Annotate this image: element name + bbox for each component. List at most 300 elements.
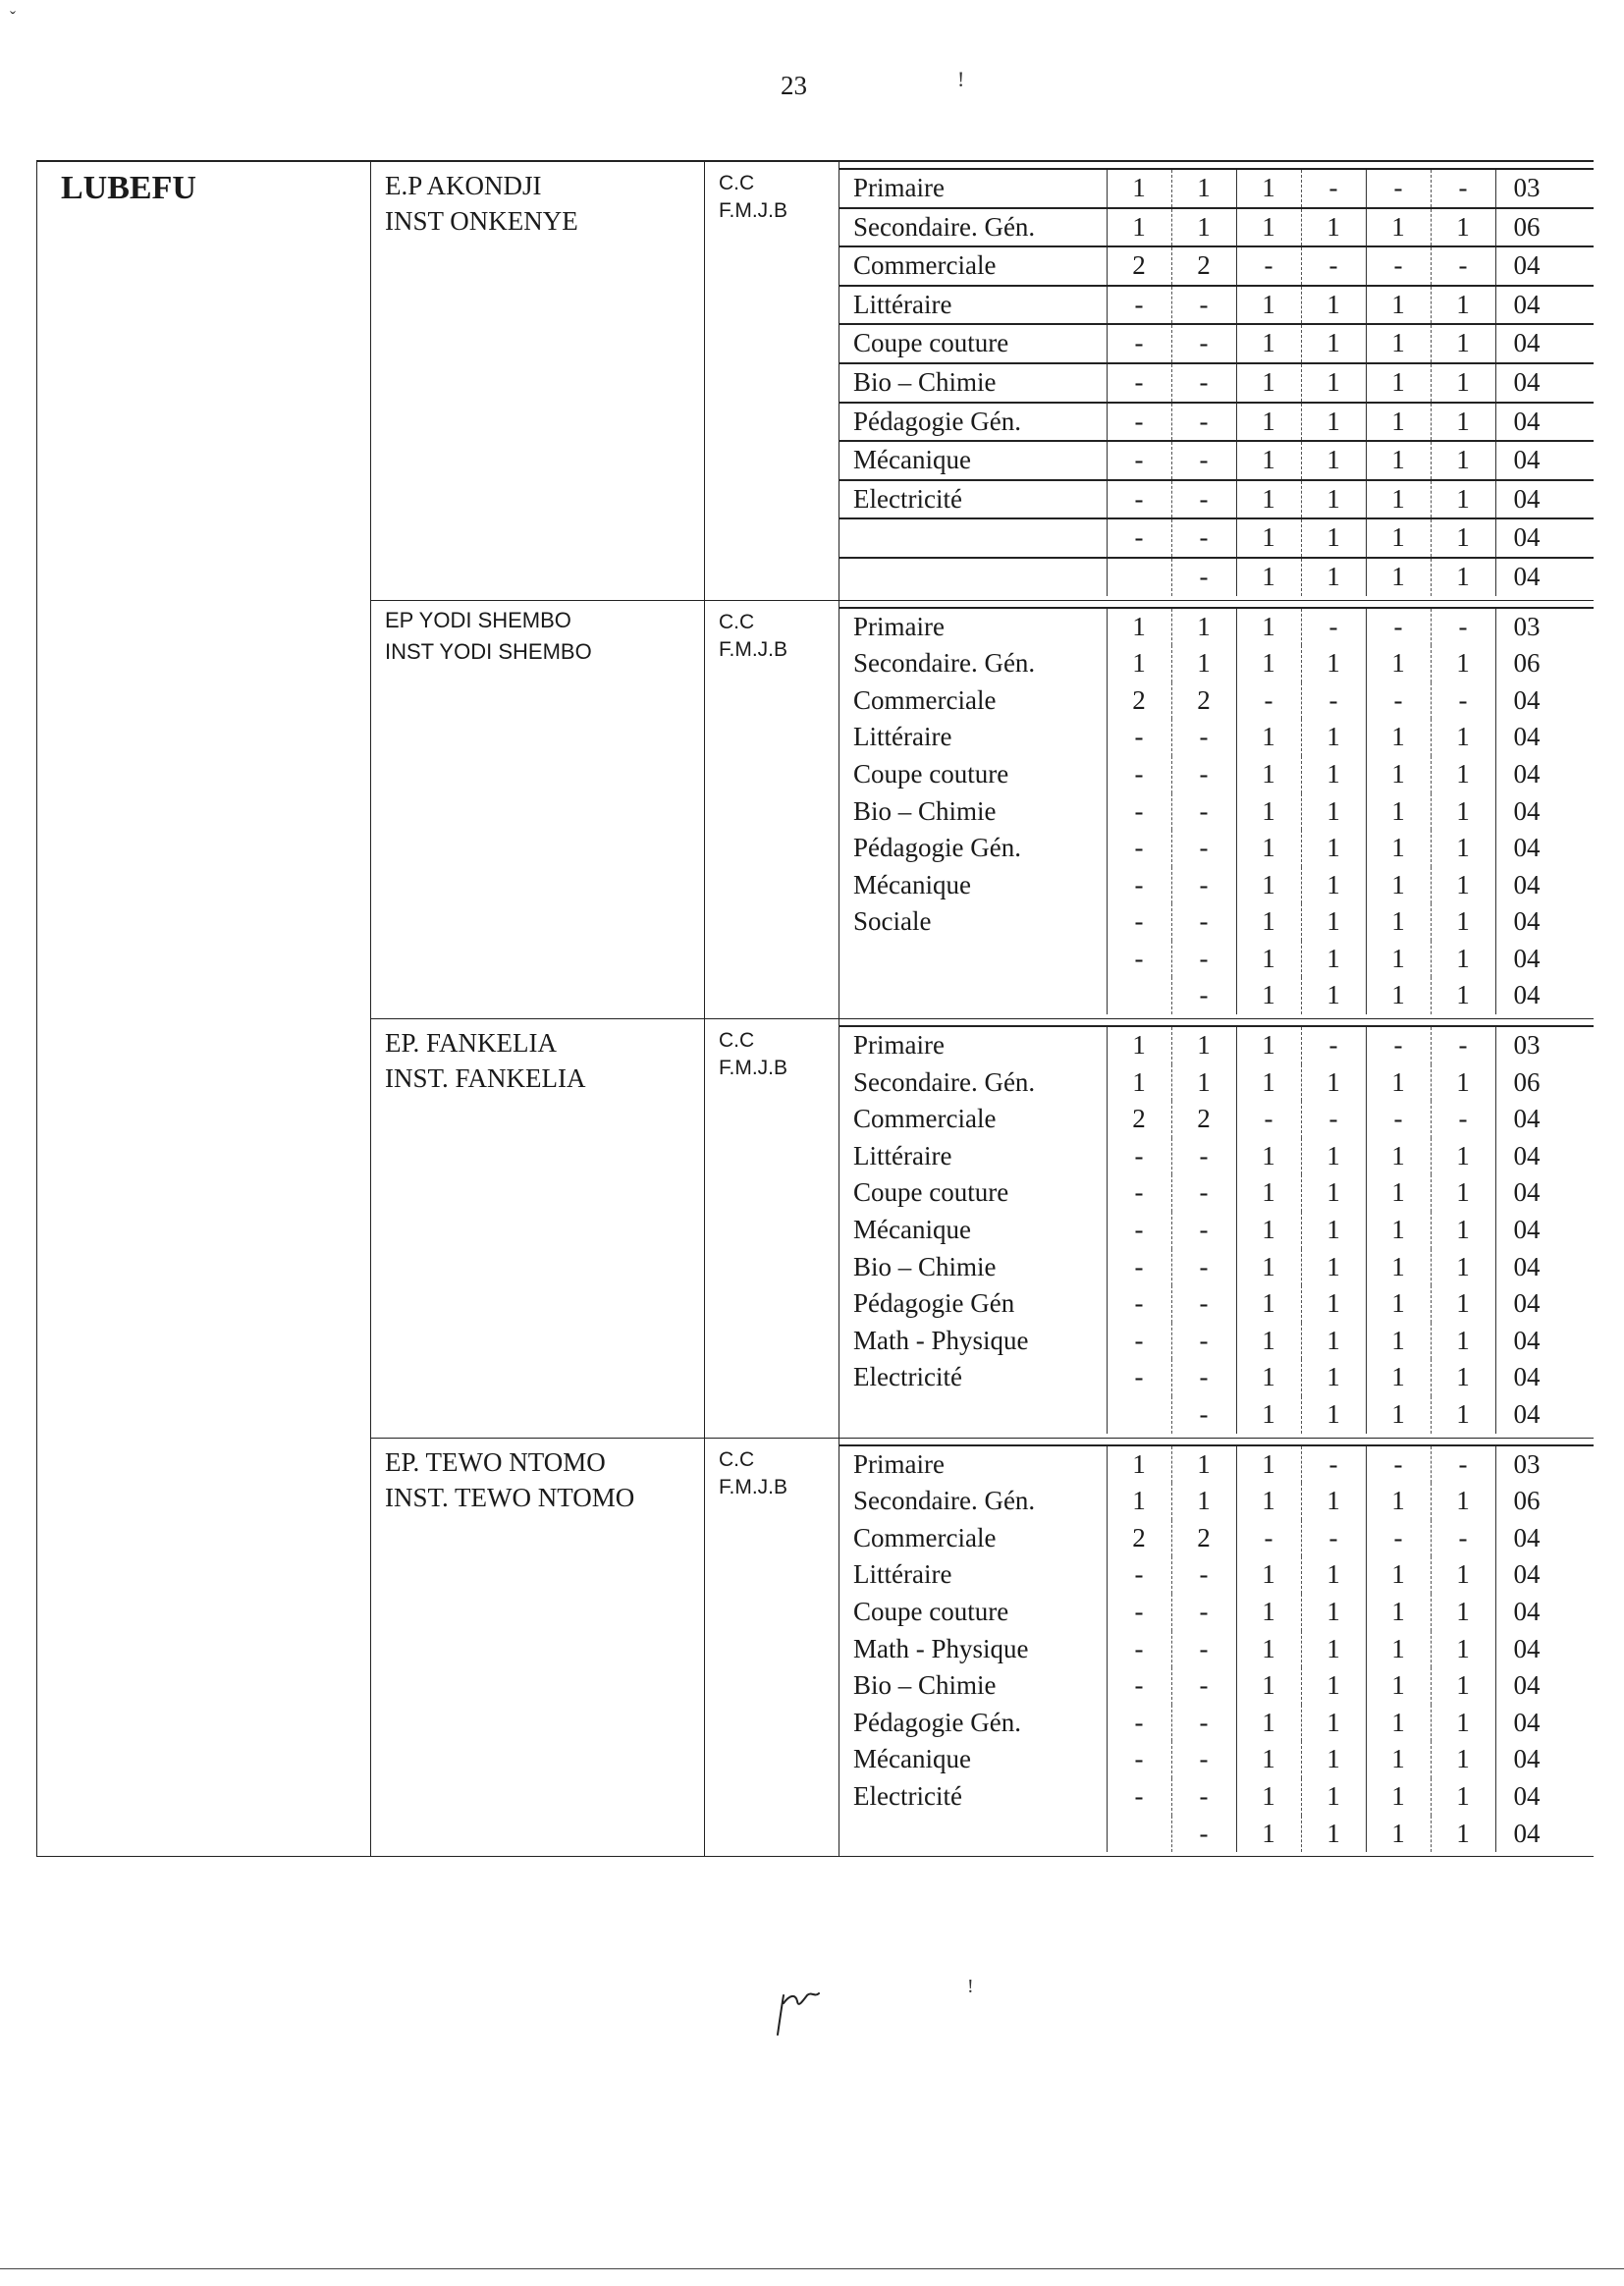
class-count: 1 xyxy=(1366,363,1431,403)
option-row xyxy=(839,719,1594,756)
option-row xyxy=(839,286,1594,325)
class-count: - xyxy=(1171,1323,1236,1360)
class-count: - xyxy=(1171,756,1236,793)
option-name xyxy=(839,1396,1107,1434)
row-total: 04 xyxy=(1495,867,1594,904)
class-count: 1 xyxy=(1431,1778,1495,1816)
class-count: 1 xyxy=(1431,1631,1495,1668)
option-name: Littéraire xyxy=(853,722,952,752)
class-count: - xyxy=(1107,480,1171,519)
row-total: 04 xyxy=(1495,1101,1594,1138)
class-count: 1 xyxy=(1366,830,1431,867)
class-count: 1 xyxy=(1301,1631,1366,1668)
class-count: 1 xyxy=(1236,208,1301,247)
class-count: - xyxy=(1171,941,1236,978)
class-count: - xyxy=(1171,1138,1236,1175)
class-count: 1 xyxy=(1366,1064,1431,1102)
class-count: - xyxy=(1107,1359,1171,1396)
class-count: 1 xyxy=(1366,719,1431,756)
class-count: 1 xyxy=(1171,1064,1236,1102)
page-number: 23 xyxy=(781,71,807,100)
option-row xyxy=(839,830,1594,867)
row-total: 04 xyxy=(1495,719,1594,756)
row-total: 04 xyxy=(1495,1631,1594,1668)
option-name: Commerciale xyxy=(839,246,1107,286)
school-name-line: INST ONKENYE xyxy=(385,206,578,236)
option-row xyxy=(839,1064,1594,1102)
class-count: 1 xyxy=(1431,480,1495,519)
class-count: 1 xyxy=(1236,324,1301,363)
class-count: - xyxy=(1171,793,1236,831)
class-count: 1 xyxy=(1107,208,1171,247)
class-count: - xyxy=(1171,1212,1236,1249)
class-count: 1 xyxy=(1171,1445,1236,1484)
class-count: 1 xyxy=(1107,1026,1171,1064)
option-name xyxy=(839,977,1107,1014)
class-count: 2 xyxy=(1107,1520,1171,1557)
row-total: 03 xyxy=(1495,169,1594,208)
option-row xyxy=(839,1520,1594,1557)
option-name: Mécanique xyxy=(853,869,971,899)
class-count: 1 xyxy=(1171,1483,1236,1520)
class-count: 1 xyxy=(1431,1594,1495,1631)
class-count: 1 xyxy=(1366,1816,1431,1853)
school-name-line: INST. TEWO NTOMO xyxy=(385,1482,635,1512)
class-count: 1 xyxy=(1366,441,1431,480)
class-count: 1 xyxy=(1107,1483,1171,1520)
school-name-line: E.P AKONDJI xyxy=(385,171,542,200)
school-name-line: INST YODI SHEMBO xyxy=(385,638,592,664)
class-count: 1 xyxy=(1366,1323,1431,1360)
option-name: Pédagogie Gén. xyxy=(853,833,1021,863)
option-row xyxy=(839,1483,1594,1520)
option-name: Primaire xyxy=(839,1445,1107,1484)
option-row xyxy=(839,756,1594,793)
school-name-line: EP. TEWO NTOMO xyxy=(385,1446,606,1477)
class-count: - xyxy=(1171,830,1236,867)
class-count: - xyxy=(1366,1520,1431,1557)
option-name xyxy=(839,518,1107,558)
class-count: - xyxy=(1107,719,1171,756)
class-count: 1 xyxy=(1236,1483,1301,1520)
row-total: 04 xyxy=(1495,441,1594,480)
row-total: 04 xyxy=(1495,286,1594,325)
class-count: - xyxy=(1366,246,1431,286)
organization-line: C.C xyxy=(719,172,755,194)
class-count: 1 xyxy=(1301,941,1366,978)
class-count: 1 xyxy=(1431,441,1495,480)
option-name: Bio – Chimie xyxy=(853,1251,997,1281)
class-count: 1 xyxy=(1301,363,1366,403)
class-count: - xyxy=(1171,903,1236,941)
class-count: 1 xyxy=(1431,324,1495,363)
row-total: 04 xyxy=(1495,1667,1594,1705)
class-count: 1 xyxy=(1236,867,1301,904)
class-count: 1 xyxy=(1171,208,1236,247)
class-count: 1 xyxy=(1366,867,1431,904)
class-count: - xyxy=(1107,518,1171,558)
class-count: - xyxy=(1107,830,1171,867)
class-count: - xyxy=(1431,1520,1495,1557)
class-count: 1 xyxy=(1431,645,1495,682)
class-count: - xyxy=(1107,1285,1171,1323)
class-count: - xyxy=(1107,1138,1171,1175)
option-name: Commerciale xyxy=(853,684,997,715)
row-total: 04 xyxy=(1495,246,1594,286)
class-count: 1 xyxy=(1431,756,1495,793)
class-count xyxy=(1107,558,1171,596)
option-row xyxy=(839,1816,1594,1853)
class-count: - xyxy=(1431,169,1495,208)
option-row xyxy=(839,558,1594,596)
row-total: 03 xyxy=(1495,1445,1594,1484)
class-count: - xyxy=(1301,246,1366,286)
option-name: Coupe couture xyxy=(839,324,1107,363)
option-row xyxy=(839,1359,1594,1396)
school-name xyxy=(371,600,705,1019)
class-count: - xyxy=(1171,558,1236,596)
class-count: 1 xyxy=(1431,1138,1495,1175)
class-count: 1 xyxy=(1236,830,1301,867)
class-count: - xyxy=(1171,1174,1236,1212)
class-count: - xyxy=(1171,441,1236,480)
organization-line: C.C xyxy=(719,1029,755,1053)
option-row xyxy=(839,480,1594,519)
class-count: - xyxy=(1366,169,1431,208)
option-row xyxy=(839,363,1594,403)
class-count: - xyxy=(1171,1396,1236,1434)
class-count: - xyxy=(1171,363,1236,403)
option-row xyxy=(839,324,1594,363)
row-total: 04 xyxy=(1495,1285,1594,1323)
row-total: 04 xyxy=(1495,793,1594,831)
class-count: 1 xyxy=(1366,286,1431,325)
option-name: Math - Physique xyxy=(853,1633,1029,1663)
class-count: - xyxy=(1107,793,1171,831)
option-name: Primaire xyxy=(839,608,1107,646)
option-name: Secondaire. Gén. xyxy=(853,1486,1036,1516)
class-count: 1 xyxy=(1431,1556,1495,1594)
class-count: 1 xyxy=(1301,977,1366,1014)
class-count: 1 xyxy=(1236,977,1301,1014)
option-row xyxy=(839,1101,1594,1138)
class-count: 1 xyxy=(1431,867,1495,904)
row-total: 04 xyxy=(1495,1359,1594,1396)
option-name: Secondaire. Gén. xyxy=(853,648,1036,679)
organization-line: F.M.J.B xyxy=(719,1475,788,1498)
option-row xyxy=(839,1026,1594,1064)
class-count xyxy=(1107,977,1171,1014)
class-count: 1 xyxy=(1366,1212,1431,1249)
class-count: 1 xyxy=(1301,208,1366,247)
class-count: - xyxy=(1171,1359,1236,1396)
class-count: 1 xyxy=(1236,1705,1301,1742)
row-total: 04 xyxy=(1495,1816,1594,1853)
handwritten-signature xyxy=(766,1974,864,2042)
option-row xyxy=(839,1556,1594,1594)
class-count: - xyxy=(1171,480,1236,519)
class-count: 1 xyxy=(1236,1212,1301,1249)
class-count: 1 xyxy=(1236,1026,1301,1064)
class-count: - xyxy=(1171,1667,1236,1705)
class-count: 1 xyxy=(1301,1816,1366,1853)
school-name xyxy=(371,1438,705,1857)
class-count: - xyxy=(1107,286,1171,325)
class-count: 1 xyxy=(1431,518,1495,558)
row-total: 04 xyxy=(1495,480,1594,519)
option-row xyxy=(839,1174,1594,1212)
row-total: 04 xyxy=(1495,1556,1594,1594)
class-count: - xyxy=(1431,1026,1495,1064)
row-total: 06 xyxy=(1495,645,1594,682)
class-count: 1 xyxy=(1301,518,1366,558)
class-count: 1 xyxy=(1366,756,1431,793)
class-count: 1 xyxy=(1366,558,1431,596)
row-total: 04 xyxy=(1495,1212,1594,1249)
option-name: Commerciale xyxy=(853,1522,997,1552)
class-count: - xyxy=(1366,608,1431,646)
school-name-line: INST. FANKELIA xyxy=(385,1063,586,1094)
class-count: - xyxy=(1107,1249,1171,1286)
row-total: 04 xyxy=(1495,1741,1594,1778)
class-count: 1 xyxy=(1236,645,1301,682)
class-count: 1 xyxy=(1366,645,1431,682)
class-count: 1 xyxy=(1431,1174,1495,1212)
option-name: Electricité xyxy=(853,1362,962,1392)
class-count: 1 xyxy=(1431,830,1495,867)
options-table xyxy=(839,1444,1594,1853)
class-count: - xyxy=(1301,1445,1366,1484)
row-total: 04 xyxy=(1495,977,1594,1014)
organization-line: F.M.J.B xyxy=(719,1057,788,1080)
class-count: - xyxy=(1171,1705,1236,1742)
option-name: Secondaire. Gén. xyxy=(853,1066,1036,1097)
class-count: 1 xyxy=(1431,208,1495,247)
class-count: 1 xyxy=(1236,903,1301,941)
class-count: 1 xyxy=(1366,1138,1431,1175)
class-count: 1 xyxy=(1301,1556,1366,1594)
class-count: - xyxy=(1107,1323,1171,1360)
option-name: Electricité xyxy=(853,1780,962,1811)
class-count: 1 xyxy=(1301,441,1366,480)
option-name: Bio – Chimie xyxy=(839,363,1107,403)
class-count: 1 xyxy=(1366,941,1431,978)
option-name: Sociale xyxy=(853,906,932,937)
option-name: Mécanique xyxy=(853,1744,971,1774)
option-row xyxy=(839,1285,1594,1323)
class-count: 1 xyxy=(1236,1396,1301,1434)
class-count: 2 xyxy=(1107,682,1171,720)
class-count: 1 xyxy=(1366,208,1431,247)
class-count: 1 xyxy=(1236,1631,1301,1668)
class-count: 1 xyxy=(1236,1249,1301,1286)
class-count: - xyxy=(1431,246,1495,286)
row-total: 06 xyxy=(1495,1064,1594,1102)
class-count: - xyxy=(1107,1778,1171,1816)
class-count xyxy=(1107,1816,1171,1853)
option-name: Coupe couture xyxy=(853,1596,1009,1626)
class-count: 1 xyxy=(1236,1359,1301,1396)
option-row xyxy=(839,793,1594,831)
option-row xyxy=(839,1741,1594,1778)
class-count: - xyxy=(1171,286,1236,325)
class-count: 1 xyxy=(1171,1026,1236,1064)
option-name: Coupe couture xyxy=(853,1177,1009,1208)
row-total: 04 xyxy=(1495,1594,1594,1631)
class-count: 1 xyxy=(1431,403,1495,442)
class-count: 1 xyxy=(1301,645,1366,682)
class-count: 1 xyxy=(1366,403,1431,442)
option-row xyxy=(839,246,1594,286)
school-name xyxy=(371,161,705,600)
row-total: 04 xyxy=(1495,403,1594,442)
row-total: 04 xyxy=(1495,903,1594,941)
class-count: - xyxy=(1107,324,1171,363)
scan-mark: ˇ xyxy=(10,8,16,27)
row-total: 04 xyxy=(1495,1323,1594,1360)
option-row xyxy=(839,1631,1594,1668)
class-count: 1 xyxy=(1236,756,1301,793)
row-total: 04 xyxy=(1495,1520,1594,1557)
options-cell xyxy=(839,161,1594,600)
class-count: 1 xyxy=(1301,1594,1366,1631)
class-count: - xyxy=(1107,1631,1171,1668)
class-count: - xyxy=(1301,682,1366,720)
class-count: - xyxy=(1171,403,1236,442)
row-total: 04 xyxy=(1495,363,1594,403)
option-row xyxy=(839,1138,1594,1175)
class-count: 1 xyxy=(1236,480,1301,519)
class-count: 1 xyxy=(1366,1778,1431,1816)
class-count: 1 xyxy=(1366,1174,1431,1212)
option-row xyxy=(839,977,1594,1014)
class-count: 1 xyxy=(1431,1064,1495,1102)
option-name: Pédagogie Gén xyxy=(853,1288,1015,1319)
class-count: 1 xyxy=(1236,941,1301,978)
option-row xyxy=(839,1778,1594,1816)
options-cell xyxy=(839,1438,1594,1857)
class-count: 1 xyxy=(1366,1396,1431,1434)
class-count: 1 xyxy=(1236,441,1301,480)
class-count: - xyxy=(1171,1631,1236,1668)
class-count: - xyxy=(1107,1741,1171,1778)
option-row xyxy=(839,941,1594,978)
class-count: 1 xyxy=(1236,558,1301,596)
option-name: Mécanique xyxy=(853,1215,971,1245)
class-count: 1 xyxy=(1301,1705,1366,1742)
class-count: 1 xyxy=(1236,719,1301,756)
class-count: - xyxy=(1171,1741,1236,1778)
row-total: 04 xyxy=(1495,558,1594,596)
district-name: LUBEFU xyxy=(37,161,371,1857)
row-total: 04 xyxy=(1495,830,1594,867)
class-count: 1 xyxy=(1301,1396,1366,1434)
class-count: 1 xyxy=(1301,756,1366,793)
option-name xyxy=(839,1816,1107,1853)
option-row xyxy=(839,169,1594,208)
class-count: 1 xyxy=(1301,1483,1366,1520)
class-count: - xyxy=(1236,682,1301,720)
option-row xyxy=(839,403,1594,442)
organization-line: F.M.J.B xyxy=(719,199,788,222)
option-row xyxy=(839,441,1594,480)
class-count: 1 xyxy=(1366,1249,1431,1286)
options-cell xyxy=(839,600,1594,1019)
option-name: Electricité xyxy=(839,480,1107,519)
class-count: 1 xyxy=(1431,719,1495,756)
options-table xyxy=(839,607,1594,1015)
class-count: 1 xyxy=(1431,1705,1495,1742)
row-total: 04 xyxy=(1495,682,1594,720)
class-count: 1 xyxy=(1301,286,1366,325)
organization-line: C.C xyxy=(719,610,755,633)
class-count: - xyxy=(1431,1101,1495,1138)
class-count: 1 xyxy=(1236,1445,1301,1484)
class-count: - xyxy=(1107,1212,1171,1249)
option-row xyxy=(839,208,1594,247)
class-count: 1 xyxy=(1236,169,1301,208)
row-total: 03 xyxy=(1495,1026,1594,1064)
class-count: 1 xyxy=(1107,1064,1171,1102)
class-count: 1 xyxy=(1236,793,1301,831)
class-count xyxy=(1107,1396,1171,1434)
class-count: 1 xyxy=(1431,1816,1495,1853)
class-count: 1 xyxy=(1301,403,1366,442)
class-count: 1 xyxy=(1366,1556,1431,1594)
option-name: Bio – Chimie xyxy=(853,795,997,826)
class-count: 1 xyxy=(1366,1359,1431,1396)
option-row xyxy=(839,1705,1594,1742)
option-row xyxy=(839,1445,1594,1484)
class-count: - xyxy=(1366,682,1431,720)
organization xyxy=(705,161,839,600)
class-count: 1 xyxy=(1431,558,1495,596)
class-count: - xyxy=(1431,682,1495,720)
class-count: - xyxy=(1171,518,1236,558)
class-count: 1 xyxy=(1301,1778,1366,1816)
option-name xyxy=(839,558,1107,596)
organization xyxy=(705,1019,839,1439)
class-count: - xyxy=(1107,1594,1171,1631)
class-count: 1 xyxy=(1301,1138,1366,1175)
class-count: 1 xyxy=(1431,1741,1495,1778)
class-count: 2 xyxy=(1171,682,1236,720)
row-total: 06 xyxy=(1495,1483,1594,1520)
class-count: - xyxy=(1301,1101,1366,1138)
class-count: - xyxy=(1171,867,1236,904)
class-count: 1 xyxy=(1236,1138,1301,1175)
class-count: 1 xyxy=(1366,1285,1431,1323)
class-count: 2 xyxy=(1171,1101,1236,1138)
class-count: 2 xyxy=(1107,1101,1171,1138)
class-count: 1 xyxy=(1236,1778,1301,1816)
options-table xyxy=(839,1025,1594,1434)
option-name: Secondaire. Gén. xyxy=(839,208,1107,247)
class-count: 1 xyxy=(1431,977,1495,1014)
option-row xyxy=(839,1212,1594,1249)
option-name: Commerciale xyxy=(853,1104,997,1134)
class-count: 1 xyxy=(1301,1285,1366,1323)
class-count: 1 xyxy=(1107,169,1171,208)
class-count: 1 xyxy=(1236,1594,1301,1631)
class-count: - xyxy=(1236,1101,1301,1138)
class-count: 1 xyxy=(1366,1741,1431,1778)
class-count: 1 xyxy=(1171,169,1236,208)
option-name: Pédagogie Gén. xyxy=(839,403,1107,442)
option-row xyxy=(839,608,1594,646)
class-count: 1 xyxy=(1107,645,1171,682)
class-count: 1 xyxy=(1366,324,1431,363)
